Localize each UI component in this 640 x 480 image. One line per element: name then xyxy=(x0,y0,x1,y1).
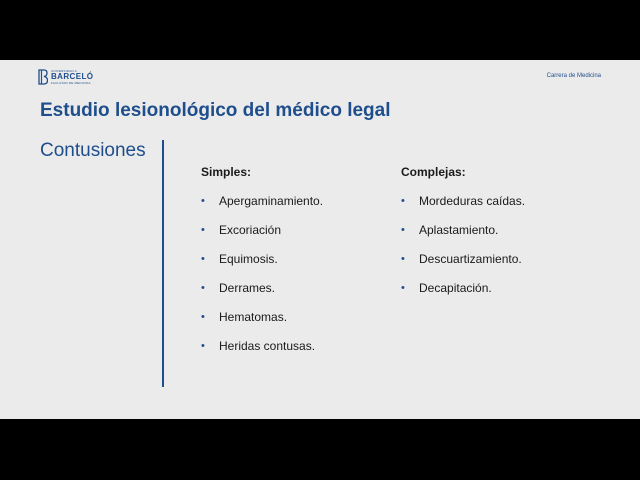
list-item xyxy=(201,280,323,309)
bullet-icon: • xyxy=(201,311,205,323)
vertical-divider xyxy=(162,140,164,387)
list-item xyxy=(201,222,323,251)
list-item xyxy=(201,338,323,367)
bullet-icon: • xyxy=(201,195,205,207)
list-item-text: Decapitación. xyxy=(419,281,492,295)
list-item-text: Heridas contusas. xyxy=(219,339,316,353)
list-item xyxy=(201,309,323,338)
list-item-text: Derrames. xyxy=(219,281,276,295)
list-item-text: Descuartizamiento. xyxy=(419,252,522,266)
bullet-icon: • xyxy=(401,253,405,265)
slide xyxy=(0,60,640,419)
list-item xyxy=(401,193,525,222)
logo-main-text: BARCELÓ xyxy=(51,72,94,81)
list-item xyxy=(401,251,525,280)
complejas-heading: Complejas: xyxy=(401,165,466,179)
complejas-list xyxy=(401,193,525,309)
list-item-text: Mordeduras caídas. xyxy=(419,194,526,208)
section-title: Contusiones xyxy=(40,140,146,161)
simples-list xyxy=(201,193,323,367)
list-item-text: Aplastamiento. xyxy=(419,223,499,237)
list-item-text: Equimosis. xyxy=(219,252,278,266)
university-logo xyxy=(38,69,128,85)
complejas-column xyxy=(401,164,525,309)
logo-sub-text: FACULTAD DE MEDICINA xyxy=(51,81,91,85)
bullet-icon: • xyxy=(201,282,205,294)
career-label: Carrera de Medicina xyxy=(546,73,601,79)
list-item xyxy=(401,222,525,251)
simples-heading: Simples: xyxy=(201,165,252,179)
list-item xyxy=(201,193,323,222)
bullet-icon: • xyxy=(201,253,205,265)
bullet-icon: • xyxy=(201,340,205,352)
bullet-icon: • xyxy=(401,224,405,236)
list-item-text: Hematomas. xyxy=(219,310,288,324)
list-item-text: Apergaminamiento. xyxy=(219,194,324,208)
list-item-text: Excoriación xyxy=(219,223,282,237)
bullet-icon: • xyxy=(401,282,405,294)
bullet-icon: • xyxy=(401,195,405,207)
bullet-icon: • xyxy=(201,224,205,236)
list-item xyxy=(401,280,525,309)
barcelo-b-logo-icon xyxy=(38,69,48,85)
simples-column xyxy=(201,164,323,367)
slide-title: Estudio lesionológico del médico legal xyxy=(40,100,391,121)
list-item xyxy=(201,251,323,280)
logo-top-text: UNIVERSIDAD A. xyxy=(51,69,78,73)
